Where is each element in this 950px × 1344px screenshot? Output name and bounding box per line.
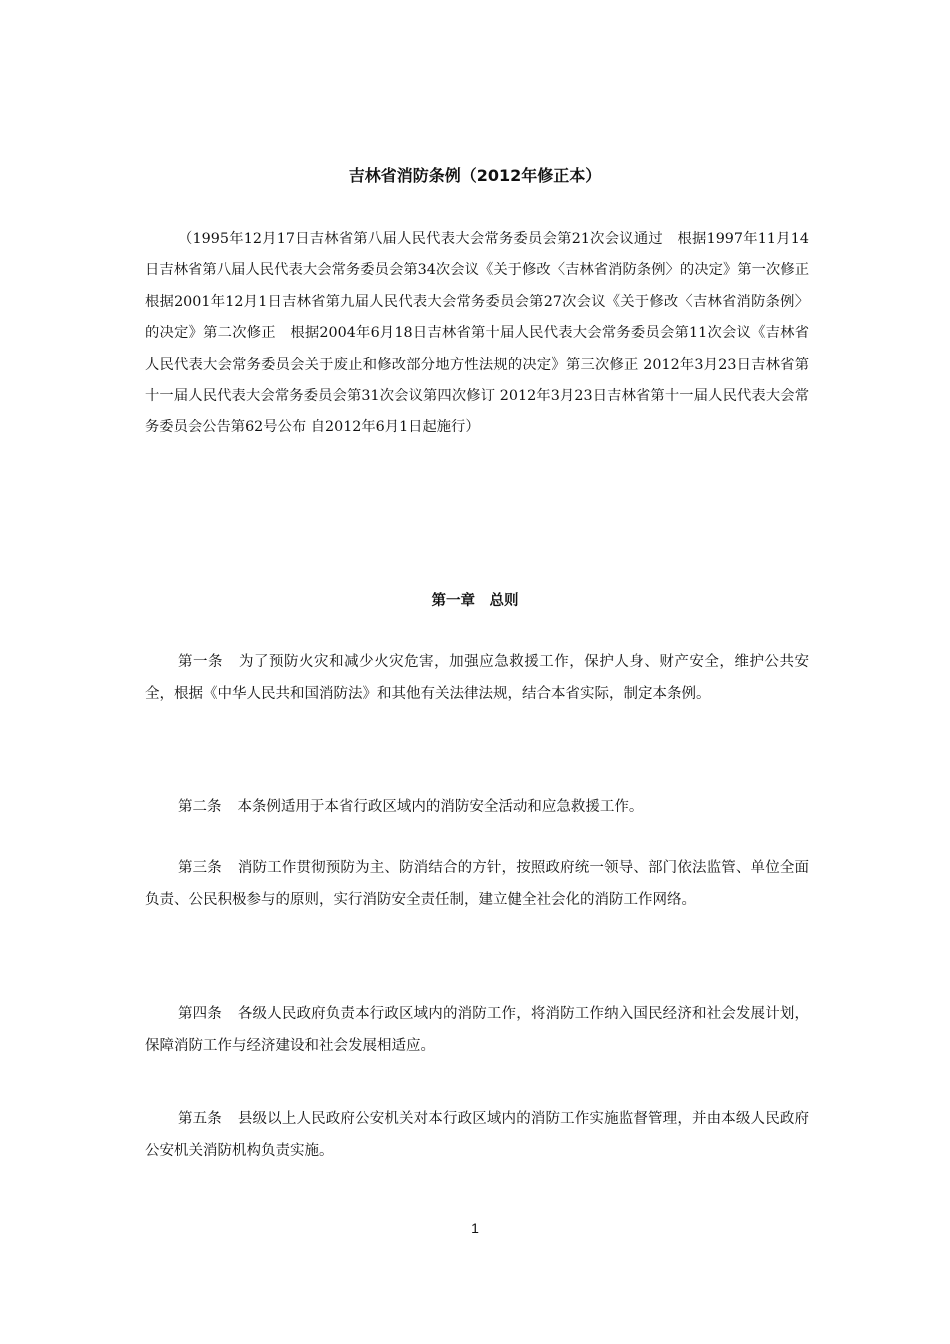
article-3	[145, 852, 809, 916]
article-number: 第四条	[178, 1006, 222, 1022]
chapter-heading: 第一章 总则	[431, 593, 519, 609]
article-text: 消防工作贯彻预防为主、防消结合的方针，按照政府统一领导、部门依法监管、单位全面负责、公民积极参与的原则，实行消防安全责任制，建立健全社会化的消防工作网络。	[145, 860, 810, 908]
page-number: 1	[471, 1220, 479, 1236]
document-title: 吉林省消防条例（2012年修正本）	[348, 166, 602, 185]
article-1	[145, 646, 809, 710]
article-number: 第一条	[178, 654, 224, 670]
legislative-history-note: （1995年12月17日吉林省第八届人民代表大会常务委员会第21次会议通过 根据1997年11月14日吉林省第八届人民代表大会常务委员会第34次会议《关于修改〈吉林省消防条例〉的决定》第一次修正 根据2001年12月1日吉林省第九届人民代表大会常务委员会第27次会议《关于修改〈吉林省消防条例〉的决定》第二次修正 根据2004年6月18日吉林省第十届人民代表大会常务委员会第11次会议《吉林省人民代表大会常务委员会关于废止和修改部分地方性法规的决定》第三次修正 2012年3月23日吉林省第十一届人民代表大会常务委员会第31次会议第四次修订 2012年3月23日吉林省第十一届人民代表大会常务委员会公告第62号公布 自2012年6月1日起施行）	[145, 231, 824, 436]
article-text: 本条例适用于本省行政区域内的消防安全活动和应急救援工作。	[237, 799, 644, 815]
article-number: 第五条	[178, 1111, 222, 1127]
article-number: 第三条	[178, 860, 222, 876]
article-text: 县级以上人民政府公安机关对本行政区域内的消防工作实施监督管理，并由本级人民政府公安机关消防机构负责实施。	[145, 1111, 810, 1159]
article-5	[145, 1103, 809, 1167]
article-4	[145, 998, 809, 1062]
article-text: 各级人民政府负责本行政区域内的消防工作，将消防工作纳入国民经济和社会发展计划，保障消防工作与经济建设和社会发展相适应。	[145, 1006, 810, 1054]
article-text: 为了预防火灾和减少火灾危害，加强应急救援工作，保护人身、财产安全，维护公共安全，根据《中华人民共和国消防法》和其他有关法律法规，结合本省实际，制定本条例。	[145, 654, 810, 702]
article-2	[145, 791, 809, 823]
article-number: 第二条	[178, 799, 222, 815]
